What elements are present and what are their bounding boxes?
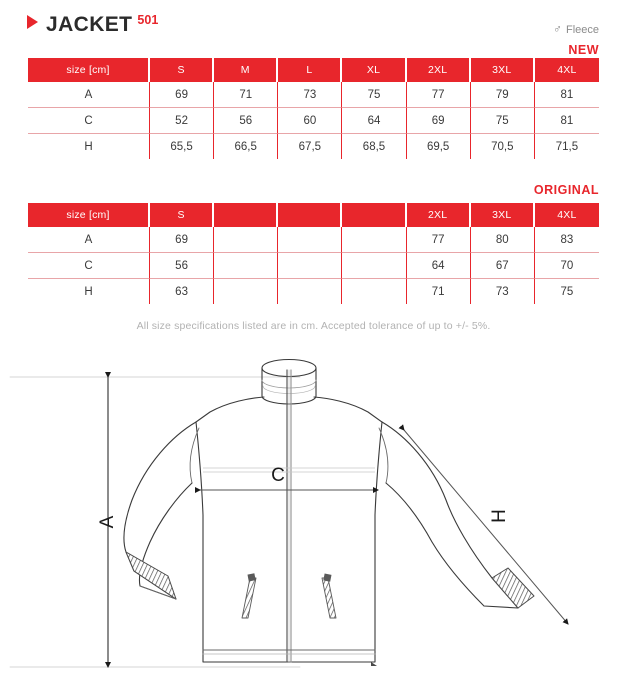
zippered-pocket-left	[242, 573, 256, 618]
table-cell: 52	[150, 108, 214, 134]
size-table-new-wrap	[28, 58, 599, 159]
table-row	[28, 134, 599, 159]
column-header-blank	[214, 203, 278, 227]
table-cell: 71	[214, 82, 278, 108]
table-cell: 70	[535, 253, 599, 279]
table-cell: 77	[407, 82, 471, 108]
column-header: 2XL	[407, 203, 471, 227]
table-cell: 79	[471, 82, 535, 108]
center-front-zipper	[287, 370, 291, 662]
table-cell: 69	[407, 108, 471, 134]
table-cell: 56	[214, 108, 278, 134]
dimension-h	[404, 430, 568, 624]
tolerance-note: All size specifications listed are in cm. Accepted tolerance of up to +/- 5%.	[136, 320, 491, 332]
size-table-original	[28, 203, 599, 304]
column-header: L	[278, 58, 342, 82]
table-cell	[342, 227, 406, 253]
table-cell: 81	[535, 82, 599, 108]
table-row	[28, 253, 599, 279]
style-number: 501	[137, 13, 159, 27]
table-cell	[278, 227, 342, 253]
jacket-technical-drawing	[0, 340, 627, 690]
product-meta	[553, 22, 599, 57]
table-cell: 73	[471, 279, 535, 304]
dimension-label-a: A	[97, 515, 119, 529]
column-header-blank	[342, 203, 406, 227]
column-header: 3XL	[471, 203, 535, 227]
size-table-new	[28, 58, 599, 159]
column-header: S	[150, 203, 214, 227]
table-row	[28, 227, 599, 253]
table-cell: 73	[278, 82, 342, 108]
table-cell: 56	[150, 253, 214, 279]
table-cell	[214, 253, 278, 279]
size-table-original-wrap	[28, 183, 599, 304]
table-cell: 64	[407, 253, 471, 279]
material-line	[553, 22, 599, 36]
left-sleeve	[124, 422, 196, 599]
right-sleeve	[382, 422, 534, 608]
table-cell	[278, 279, 342, 304]
column-header: 3XL	[471, 58, 535, 82]
table-cell: 75	[342, 82, 406, 108]
table-cell	[278, 253, 342, 279]
table-cell: 63	[150, 279, 214, 304]
ribbed-cuff-left	[126, 552, 176, 599]
material-label: Fleece	[565, 24, 599, 36]
table-cell: 75	[535, 279, 599, 304]
table-cell: 67	[471, 253, 535, 279]
page-header	[0, 0, 627, 58]
table-cell: 80	[471, 227, 535, 253]
column-header: S	[150, 58, 214, 82]
table-cell	[214, 227, 278, 253]
column-header: M	[214, 58, 278, 82]
table-cell: 67,5	[278, 134, 342, 159]
column-header: 2XL	[407, 58, 471, 82]
table-cell	[214, 279, 278, 304]
male-gender-icon: ♂	[552, 22, 562, 36]
row-label: A	[28, 82, 150, 108]
witness-lines	[10, 377, 300, 667]
table-cell: 77	[407, 227, 471, 253]
table-cell: 75	[471, 108, 535, 134]
table-cell: 65,5	[150, 134, 214, 159]
table-cell: 69	[150, 227, 214, 253]
row-label: A	[28, 227, 150, 253]
table-header-row	[28, 58, 599, 82]
table-cell: 64	[342, 108, 406, 134]
column-header: XL	[342, 58, 406, 82]
table-row	[28, 279, 599, 304]
row-label: H	[28, 134, 150, 159]
table-cell	[342, 253, 406, 279]
table-cell: 69,5	[407, 134, 471, 159]
title-block	[27, 13, 158, 37]
table-cell: 71	[407, 279, 471, 304]
dimension-label-c: C	[271, 465, 285, 487]
column-header-blank	[278, 203, 342, 227]
status-badge-new: NEW	[568, 43, 599, 57]
variant-label-original: ORIGINAL	[533, 183, 599, 197]
table-row	[28, 82, 599, 108]
table-cell: 71,5	[535, 134, 599, 159]
row-label: H	[28, 279, 150, 304]
table-row	[28, 108, 599, 134]
table-cell: 70,5	[471, 134, 535, 159]
page-title: JACKET	[46, 13, 133, 36]
hem-band	[203, 650, 377, 666]
table-cell: 83	[535, 227, 599, 253]
play-triangle-icon	[27, 15, 38, 29]
table-cell: 60	[278, 108, 342, 134]
column-header: size [cm]	[28, 203, 150, 227]
zippered-pocket-right	[322, 573, 336, 618]
table-cell	[342, 279, 406, 304]
ribbed-cuff-right	[492, 568, 534, 608]
row-label: C	[28, 253, 150, 279]
row-label: C	[28, 108, 150, 134]
jacket-drawing-svg	[0, 340, 627, 690]
table-cell: 68,5	[342, 134, 406, 159]
column-header: size [cm]	[28, 58, 150, 82]
table-cell: 81	[535, 108, 599, 134]
table-cell: 66,5	[214, 134, 278, 159]
table-cell: 69	[150, 82, 214, 108]
dimension-label-h: H	[489, 509, 511, 523]
column-header: 4XL	[535, 203, 599, 227]
table-header-row	[28, 203, 599, 227]
column-header: 4XL	[535, 58, 599, 82]
